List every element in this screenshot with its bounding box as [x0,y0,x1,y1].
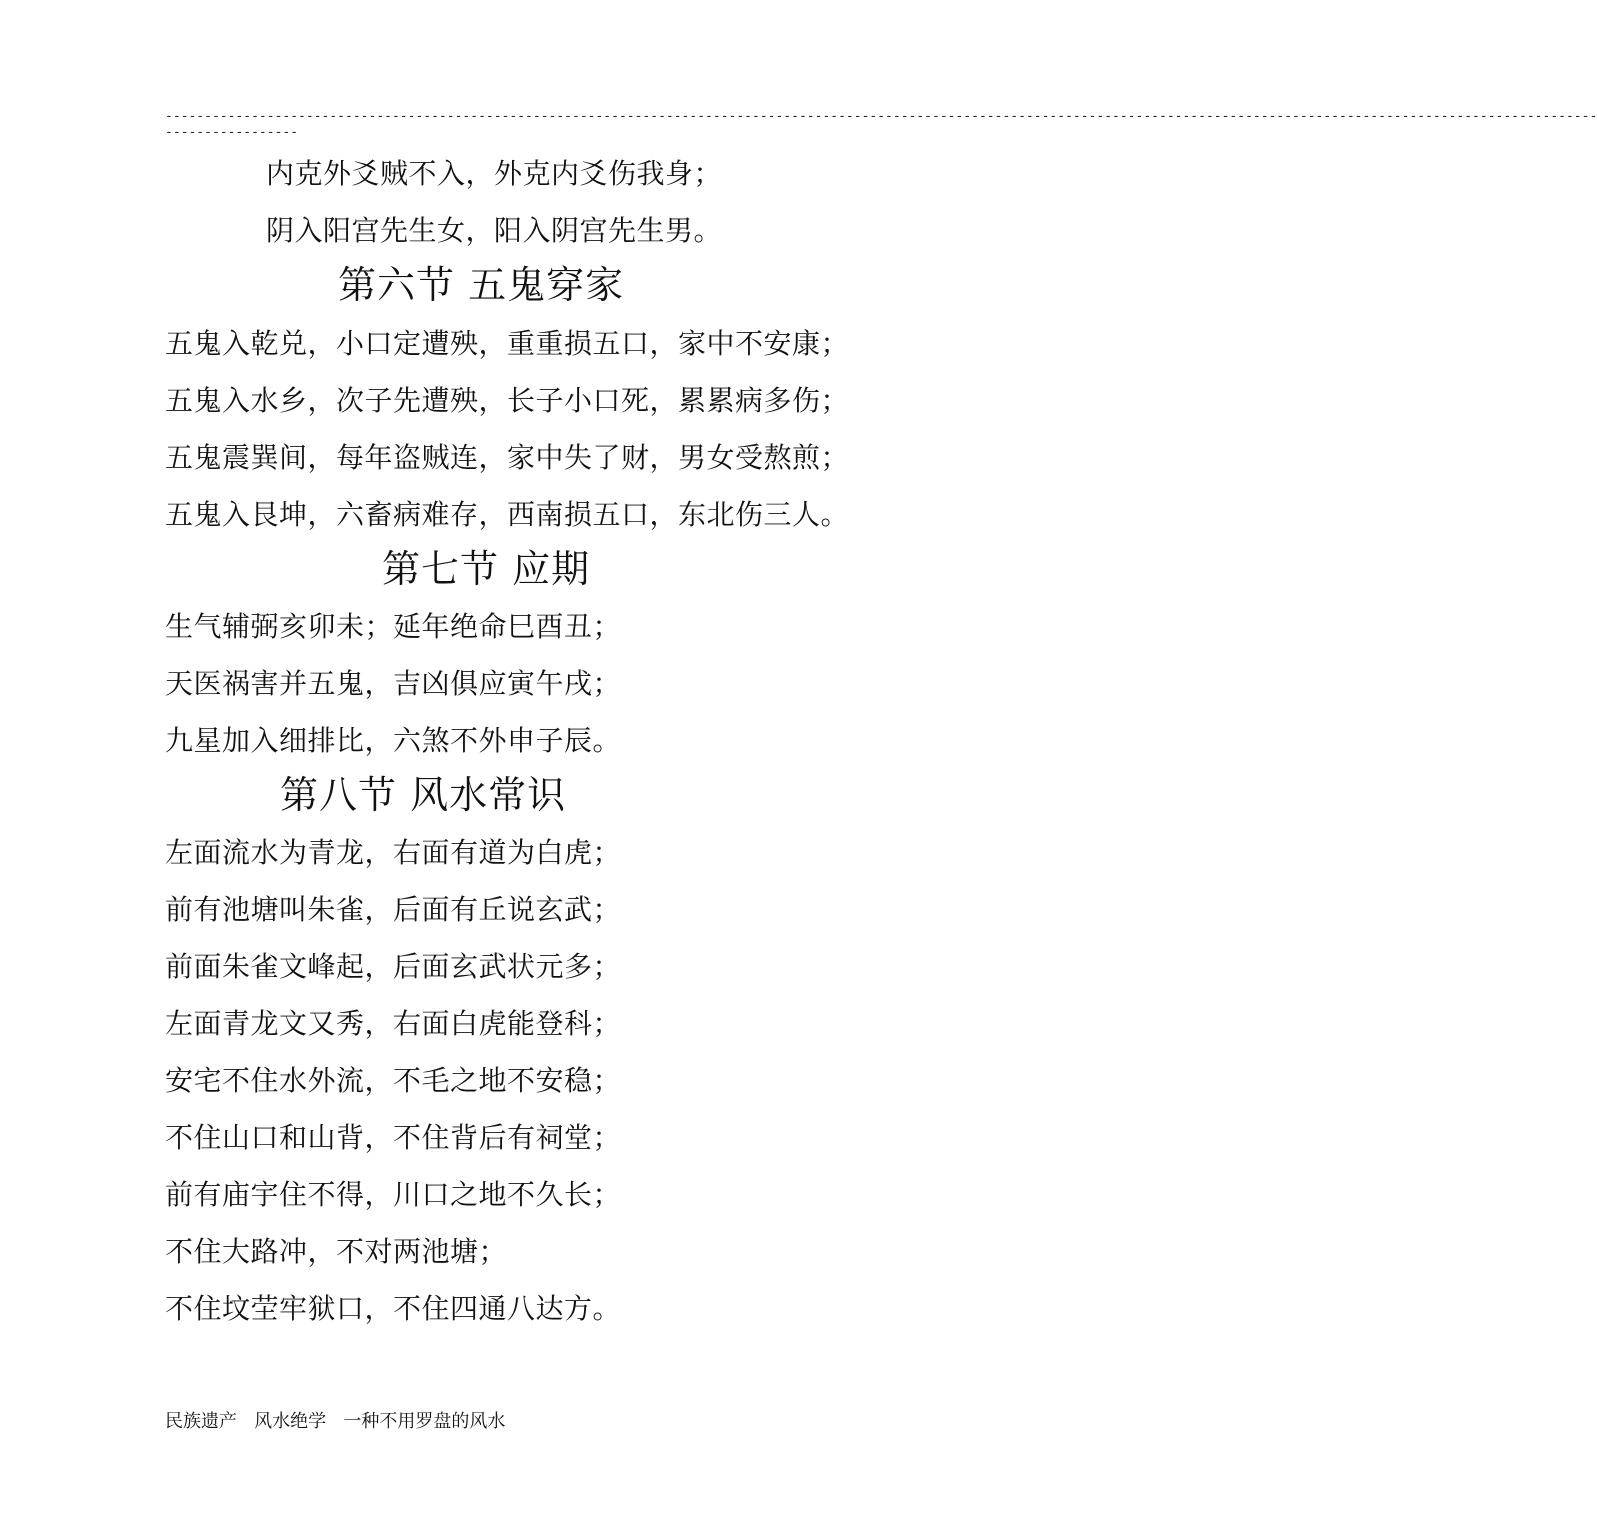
section-heading: 第七节 应期 [382,547,591,591]
verse-line: 不住大路冲，不对两池塘； [165,1235,508,1268]
verse-line: 五鬼入艮坤，六畜病难存，西南损五口，东北伤三人。 [165,498,850,531]
verse-line: 五鬼入水乡，次子先遭殃，长子小口死，累累病多伤； [165,384,850,417]
verse-line: 左面青龙文又秀，右面白虎能登科； [165,1007,622,1040]
intro-line: 阴入阳宫先生女，阳入阴宫先生男。 [266,214,723,247]
verse-line: 生气辅弼亥卯未；延年绝命巳酉丑； [165,610,622,643]
verse-line: 九星加入细排比，六煞不外申子辰。 [165,724,622,757]
verse-line: 前有庙宇住不得，川口之地不久长； [165,1178,622,1211]
intro-line: 内克外爻贼不入，外克内爻伤我身； [266,157,723,190]
verse-line: 前面朱雀文峰起，后面玄武状元多； [165,950,622,983]
verse-line: 前有池塘叫朱雀，后面有丘说玄武； [165,893,622,926]
verse-line: 五鬼震巽间，每年盗贼连，家中失了财，男女受熬煎； [165,441,850,474]
section-heading: 第八节 风水常识 [280,773,567,817]
page-footer: 民族遗产 风水绝学 一种不用罗盘的风水 [165,1411,506,1432]
separator-line: --------------------------------------------------------------------------------------------------------------------------------------------------------------------------------------- [165,109,1597,124]
verse-line: 安宅不住水外流，不毛之地不安稳； [165,1064,622,1097]
verse-line: 五鬼入乾兑，小口定遭殃，重重损五口，家中不安康； [165,327,850,360]
verse-line: 天医祸害并五鬼，吉凶俱应寅午戌； [165,667,622,700]
section-heading: 第六节 五鬼穿家 [338,263,625,307]
verse-line: 不住坟茔牢狱口，不住四通八达方。 [165,1292,622,1325]
separator-line-continued: ----------------- [165,125,299,140]
verse-line: 不住山口和山背，不住背后有祠堂； [165,1121,622,1154]
verse-line: 左面流水为青龙，右面有道为白虎； [165,836,622,869]
